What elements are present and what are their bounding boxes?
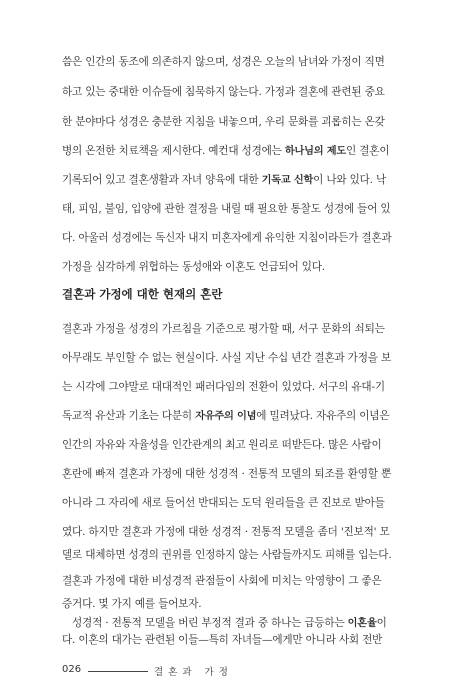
paragraph-2-line-6: 혼란에 빠져 결혼과 가정에 대한 성경적 · 전통적 모델의 퇴조를 환영할 뿐 (62, 468, 391, 480)
paragraph-1-line-6: 태, 피임, 불임, 입양에 관한 결정을 내릴 때 필요한 통찰도 성경에 들어 있 (62, 203, 391, 215)
paragraph-3-line-2: 다. 이혼의 대가는 관련된 이들—특히 자녀들—에게만 아니라 사회 전반 (62, 634, 383, 646)
paragraph-2-line-2: 아무래도 부인할 수 없는 현실이다. 사실 지난 수십 년간 결혼과 가정을 보 (62, 352, 391, 364)
text-run: 에 밀려났다. 자유주의 이념은 (256, 410, 390, 422)
text-run: 이 나와 있다. 낙 (313, 174, 387, 186)
paragraph-2-line-11: 증거다. 몇 가지 예를 들어보자. (62, 598, 202, 610)
text-run: 인 결혼이 (346, 145, 390, 157)
paragraph-1-line-5 (62, 173, 402, 188)
paragraph-1-line-7: 다. 아울러 성경에는 독신자 내지 미혼자에게 유익한 지침이라든가 결혼과 (62, 232, 392, 244)
paragraph-2-line-8: 였다. 하지만 결혼과 가정에 대한 성경적 · 전통적 모델을 좀더 '진보적' 모 (62, 526, 390, 538)
paragraph-2-line-5: 인간의 자유와 자율성을 인간관계의 최고 원리로 떠받든다. 많은 사람이 (62, 439, 382, 451)
text-run: 기록되어 있고 결혼생활과 자녀 양육에 대한 (62, 174, 262, 186)
bold-term-gods-institution: 하나님의 제도 (284, 146, 347, 157)
text-run: 병의 온전한 치료책을 제시한다. 예컨대 성경에는 (62, 145, 285, 157)
text-run: 독교적 유산과 기초는 다분히 (62, 410, 196, 422)
paragraph-1-line-1: 씀은 인간의 동조에 의존하지 않으며, 성경은 오늘의 남녀와 가정이 직면 (62, 56, 385, 68)
paragraph-3-line-1 (72, 616, 402, 631)
bold-term-christian-theology: 기독교 신학 (261, 175, 314, 186)
page-number: 026 (62, 664, 82, 675)
page-footer (62, 660, 402, 682)
paragraph-1-line-4 (62, 144, 402, 159)
paragraph-2-line-10: 결혼과 가정에 대한 비성경적 관점들이 사회에 미치는 악영향이 그 좋은 (62, 575, 382, 587)
footer-rule (88, 671, 148, 672)
paragraph-2-line-7: 아니라 그 자리에 새로 들어선 반대되는 도덕 원리들을 큰 진보로 받아들 (62, 497, 385, 509)
bold-term-divorce-rate: 이혼율 (347, 618, 377, 629)
text-run: 이 (376, 617, 387, 629)
paragraph-2-line-9: 델로 대체하면 성경의 권위를 인정하지 않는 사람들까지도 피해를 입는다. (62, 549, 392, 561)
section-heading: 결혼과 가정에 대한 현재의 혼란 (62, 287, 223, 301)
paragraph-2-line-4 (62, 409, 402, 424)
text-run: 성경적 · 전통적 모델을 버린 부정적 결과 중 하나는 급등하는 (72, 617, 348, 629)
paragraph-1-line-3: 한 분야마다 성경은 충분한 지침을 내놓으며, 우리 문화를 괴롭히는 온갖 (62, 116, 385, 128)
paragraph-2-line-3: 는 시각에 그야말로 대대적인 패러다임의 전환이 있었다. 서구의 유대-기 (62, 381, 385, 393)
paragraph-1-line-8: 가정을 심각하게 위협하는 동성애와 이혼도 언급되어 있다. (62, 261, 325, 273)
running-title: 결혼과 가정 (154, 667, 233, 678)
bold-term-liberal-ideology: 자유주의 이념 (195, 411, 257, 422)
paragraph-2-line-1: 결혼과 가정을 성경의 가르침을 기준으로 평가할 때, 서구 문화의 쇠퇴는 (62, 323, 385, 335)
paragraph-1-line-2: 하고 있는 중대한 이슈들에 침묵하지 않는다. 가정과 결혼에 관련된 중요 (62, 86, 385, 98)
